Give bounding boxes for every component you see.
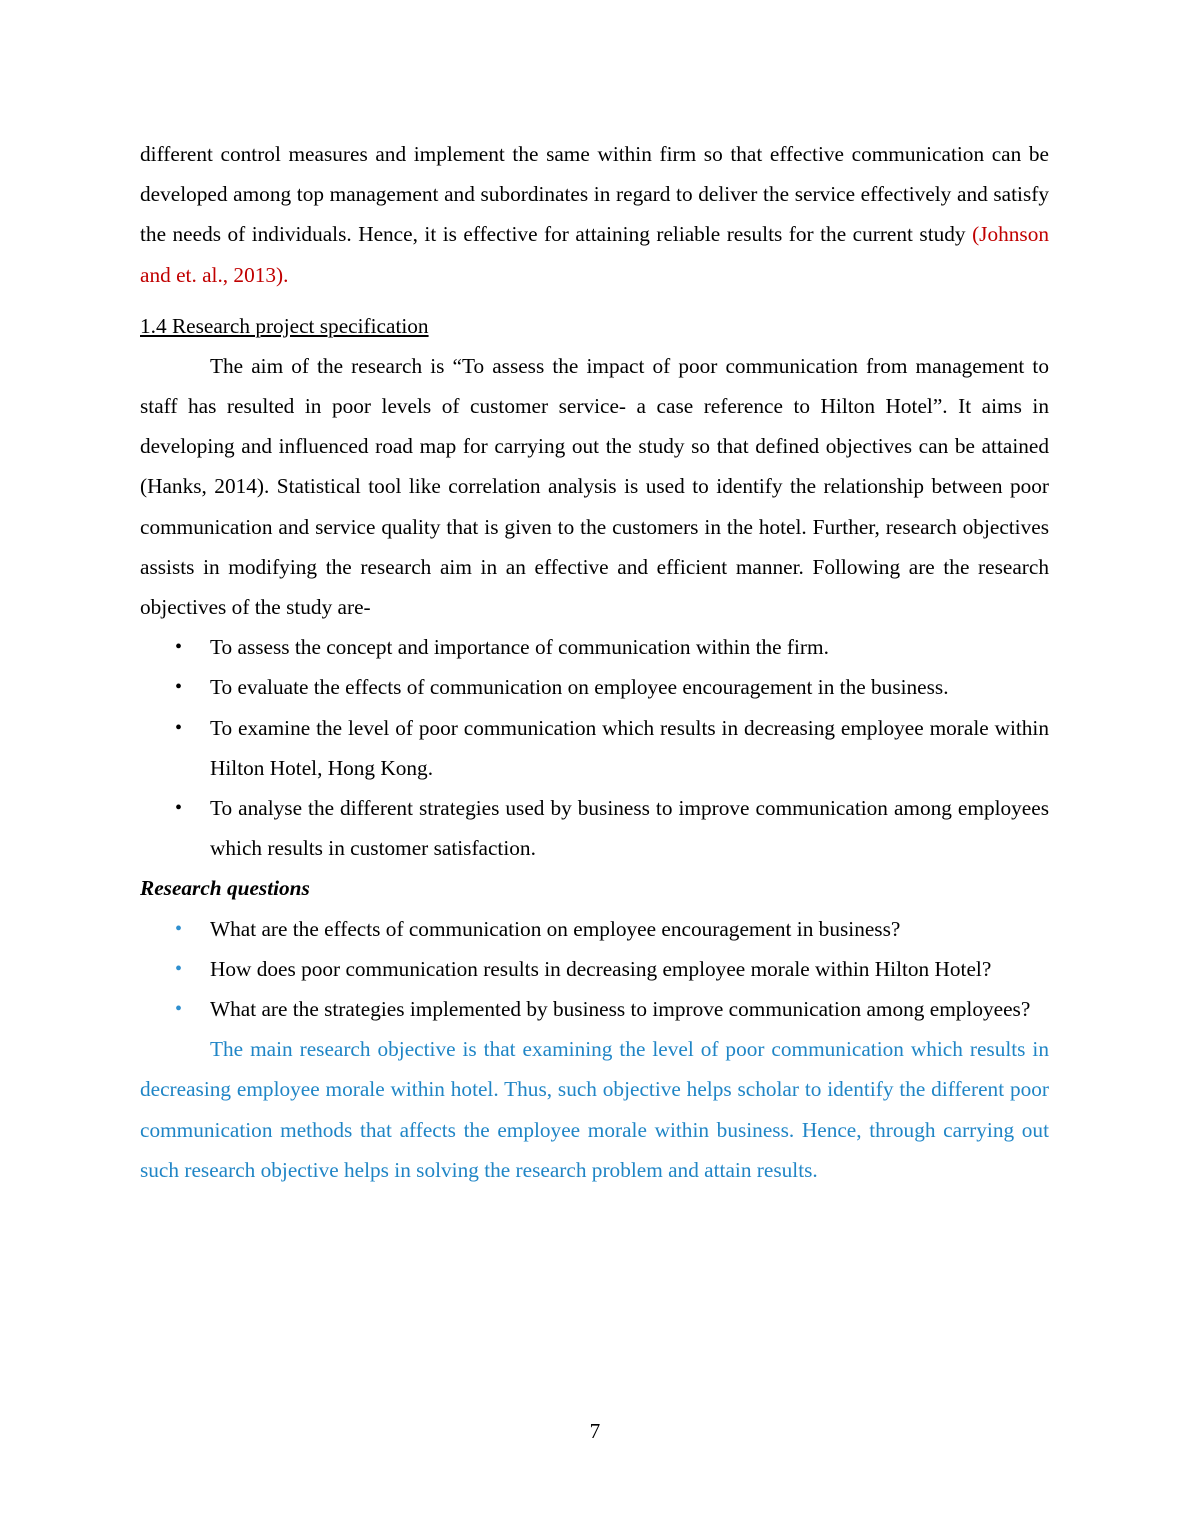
list-item [140,909,1049,949]
intro-paragraph [140,134,1049,295]
list-item [140,989,1049,1029]
document-page [140,134,1049,1190]
objective-text: To analyse the different strategies used by business to improve communication among employees which results in customer satisfaction. [210,796,1049,861]
page-number: 7 [589,1419,601,1443]
question-text: What are the strategies implemented by business to improve communication among employees? [210,997,1031,1022]
main-objective-paragraph: The main research objective is that examining the level of poor communication which results in decreasing employee morale within hotel. Thus, such objective helps scholar to identify the different poor communication methods that affects the employee morale within business. Hence, through carrying out such research objective helps in solving the research problem and attain results. [140,1037,1049,1182]
objective-text: To evaluate the effects of communication on employee encouragement in the business. [210,675,949,700]
intro-citation: (Johnson and et. al., 2013). [140,222,1049,287]
list-item [140,627,1049,667]
section-heading-text: 1.4 Research project specification [140,313,429,338]
list-item [140,788,1049,868]
objective-text: To assess the concept and importance of communication within the firm. [210,635,829,660]
list-item [140,949,1049,989]
question-text: How does poor communication results in decreasing employee morale within Hilton Hotel? [210,956,992,981]
bullet-icon: • [175,917,183,940]
bullet-icon: • [175,636,183,659]
bullet-icon: • [175,998,183,1021]
aim-paragraph: The aim of the research is “To assess the impact of poor communication from management to staff has resulted in poor levels of customer service- a case reference to Hilton Hotel”. It aims in developing and influenced road map for carrying out the study so that defined objectives can be attained (Hanks, 2014). Statistical tool like correlation analysis is used to identify the relationship between poor communication and service quality that is given to the customers in the hotel. Further, research objectives assists in modifying the research aim in an effective and efficient manner. Following are the research objectives of the study are- [140,353,1049,620]
list-item [140,708,1049,788]
question-text: What are the effects of communication on employee encouragement in business? [210,916,901,941]
list-item [140,667,1049,707]
bullet-icon: • [175,716,183,739]
research-questions-heading: Research questions [140,876,310,901]
research-questions-list [140,909,1049,1030]
objectives-list [140,627,1049,868]
objective-text: To examine the level of poor communication which results in decreasing employee morale within Hilton Hotel, Hong Kong. [210,715,1049,780]
intro-paragraph-text: different control measures and implement the same within firm so that effective communication can be developed among top management and subordinates in regard to deliver the service effectively and satisfy the needs of individuals. Hence, it is effective for attaining reliable results for the current study [140,142,1049,247]
bullet-icon: • [175,676,183,699]
bullet-icon: • [175,797,183,820]
section-heading [140,306,1049,346]
bullet-icon: • [175,957,183,980]
